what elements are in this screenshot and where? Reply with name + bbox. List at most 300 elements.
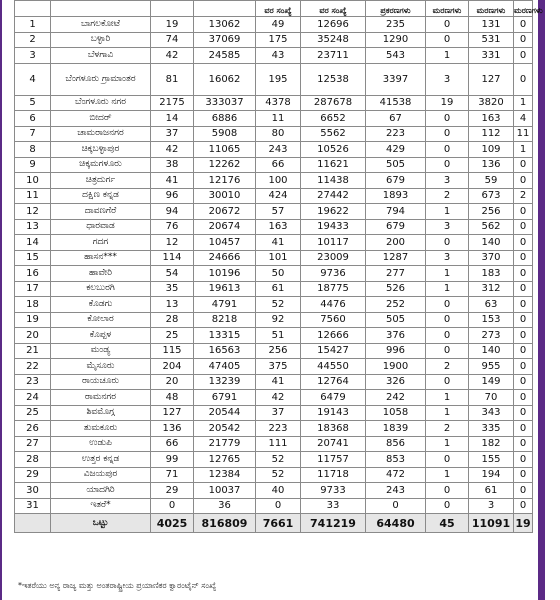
serial-number-cell: 15 bbox=[15, 250, 51, 266]
value-cell: 81 bbox=[151, 63, 194, 95]
value-cell: 243 bbox=[256, 142, 301, 158]
value-cell: 9733 bbox=[301, 483, 366, 499]
value-cell: 0 bbox=[514, 374, 533, 390]
value-cell: 41 bbox=[256, 235, 301, 251]
value-cell: 0 bbox=[514, 266, 533, 282]
value-cell: 61 bbox=[469, 483, 514, 499]
value-cell: 6791 bbox=[194, 390, 256, 406]
district-name-cell: ಚಿಕ್ಕಮಗಳೂರು bbox=[51, 157, 151, 173]
district-name-cell: ಮಂಡ್ಯ bbox=[51, 343, 151, 359]
total-value-cell: 7661 bbox=[256, 514, 301, 533]
serial-number-cell: 29 bbox=[15, 467, 51, 483]
value-cell: 9736 bbox=[301, 266, 366, 282]
value-cell: 23711 bbox=[301, 48, 366, 64]
district-name-cell: ಉಡುಪಿ bbox=[51, 436, 151, 452]
serial-number-cell: 18 bbox=[15, 297, 51, 313]
total-value-cell: 816809 bbox=[194, 514, 256, 533]
district-name-cell: ಕೊಪ್ಪಳ bbox=[51, 328, 151, 344]
value-cell: 30010 bbox=[194, 188, 256, 204]
value-cell: 996 bbox=[366, 343, 426, 359]
serial-number-cell: 11 bbox=[15, 188, 51, 204]
table-row bbox=[15, 157, 533, 173]
value-cell: 0 bbox=[514, 405, 533, 421]
value-cell: 1 bbox=[426, 390, 469, 406]
value-cell: 0 bbox=[514, 343, 533, 359]
value-cell: 15427 bbox=[301, 343, 366, 359]
value-cell: 0 bbox=[151, 498, 194, 514]
district-name-cell: ಉತ್ತರ ಕನ್ನಡ bbox=[51, 452, 151, 468]
value-cell: 11438 bbox=[301, 173, 366, 189]
value-cell: 52 bbox=[256, 297, 301, 313]
value-cell: 0 bbox=[426, 452, 469, 468]
value-cell: 47405 bbox=[194, 359, 256, 375]
value-cell: 794 bbox=[366, 204, 426, 220]
value-cell: 0 bbox=[514, 32, 533, 48]
value-cell: 0 bbox=[514, 157, 533, 173]
value-cell: 0 bbox=[426, 328, 469, 344]
district-name-cell: ಕೊಡಗು bbox=[51, 297, 151, 313]
value-cell: 0 bbox=[426, 157, 469, 173]
value-cell: 204 bbox=[151, 359, 194, 375]
district-name-cell: ಚಿಕ್ಕಬಳ್ಳಾಪುರ bbox=[51, 142, 151, 158]
value-cell: 0 bbox=[514, 250, 533, 266]
value-cell: 19143 bbox=[301, 405, 366, 421]
header-cell bbox=[194, 1, 256, 17]
table-row bbox=[15, 312, 533, 328]
value-cell: 18368 bbox=[301, 421, 366, 437]
value-cell: 19433 bbox=[301, 219, 366, 235]
serial-number-cell: 31 bbox=[15, 498, 51, 514]
value-cell: 12262 bbox=[194, 157, 256, 173]
value-cell: 25 bbox=[151, 328, 194, 344]
value-cell: 101 bbox=[256, 250, 301, 266]
value-cell: 37 bbox=[151, 126, 194, 142]
value-cell: 112 bbox=[469, 126, 514, 142]
value-cell: 20674 bbox=[194, 219, 256, 235]
value-cell: 376 bbox=[366, 328, 426, 344]
total-value-cell: 19 bbox=[514, 514, 533, 533]
serial-number-cell: 27 bbox=[15, 436, 51, 452]
table-row bbox=[15, 17, 533, 33]
value-cell: 12176 bbox=[194, 173, 256, 189]
value-cell: 52 bbox=[256, 467, 301, 483]
value-cell: 1 bbox=[426, 436, 469, 452]
value-cell: 8218 bbox=[194, 312, 256, 328]
value-cell: 4791 bbox=[194, 297, 256, 313]
value-cell: 11 bbox=[256, 111, 301, 127]
value-cell: 12764 bbox=[301, 374, 366, 390]
value-cell: 252 bbox=[366, 297, 426, 313]
value-cell: 44550 bbox=[301, 359, 366, 375]
value-cell: 0 bbox=[514, 467, 533, 483]
value-cell: 2 bbox=[514, 188, 533, 204]
value-cell: 18775 bbox=[301, 281, 366, 297]
table-row bbox=[15, 374, 533, 390]
value-cell: 37069 bbox=[194, 32, 256, 48]
value-cell: 50 bbox=[256, 266, 301, 282]
serial-number-cell: 9 bbox=[15, 157, 51, 173]
table-row bbox=[15, 48, 533, 64]
value-cell: 1 bbox=[426, 405, 469, 421]
value-cell: 71 bbox=[151, 467, 194, 483]
value-cell: 2 bbox=[426, 188, 469, 204]
value-cell: 70 bbox=[469, 390, 514, 406]
value-cell: 1290 bbox=[366, 32, 426, 48]
value-cell: 20542 bbox=[194, 421, 256, 437]
value-cell: 52 bbox=[256, 452, 301, 468]
value-cell: 0 bbox=[514, 281, 533, 297]
value-cell: 1893 bbox=[366, 188, 426, 204]
value-cell: 96 bbox=[151, 188, 194, 204]
value-cell: 0 bbox=[366, 498, 426, 514]
table-body bbox=[15, 1, 543, 533]
district-name-cell: ಇತರೆ* bbox=[51, 498, 151, 514]
serial-number-cell: 16 bbox=[15, 266, 51, 282]
value-cell: 0 bbox=[514, 235, 533, 251]
header-cell bbox=[151, 1, 194, 17]
value-cell: 0 bbox=[426, 297, 469, 313]
header-cell: ಪ್ರಕರಣಗಳು bbox=[366, 1, 426, 17]
value-cell: 0 bbox=[256, 498, 301, 514]
value-cell: 140 bbox=[469, 343, 514, 359]
value-cell: 1 bbox=[426, 48, 469, 64]
value-cell: 0 bbox=[514, 328, 533, 344]
district-name-cell: ಬಾಗಲಕೋಟೆ bbox=[51, 17, 151, 33]
value-cell: 100 bbox=[256, 173, 301, 189]
value-cell: 40 bbox=[256, 483, 301, 499]
value-cell: 0 bbox=[426, 235, 469, 251]
table-row bbox=[15, 498, 533, 514]
total-label: ಒಟ್ಟು bbox=[51, 514, 151, 533]
value-cell: 41538 bbox=[366, 95, 426, 111]
value-cell: 3 bbox=[426, 63, 469, 95]
value-cell: 42 bbox=[151, 142, 194, 158]
value-cell: 13239 bbox=[194, 374, 256, 390]
value-cell: 19613 bbox=[194, 281, 256, 297]
total-value-cell: 11091 bbox=[469, 514, 514, 533]
value-cell: 0 bbox=[514, 452, 533, 468]
value-cell: 370 bbox=[469, 250, 514, 266]
value-cell: 24585 bbox=[194, 48, 256, 64]
value-cell: 335 bbox=[469, 421, 514, 437]
value-cell: 10196 bbox=[194, 266, 256, 282]
value-cell: 223 bbox=[256, 421, 301, 437]
district-name-cell: ಹಾಸನ*** bbox=[51, 250, 151, 266]
value-cell: 3 bbox=[426, 250, 469, 266]
value-cell: 99 bbox=[151, 452, 194, 468]
value-cell: 11 bbox=[514, 126, 533, 142]
table-row bbox=[15, 467, 533, 483]
value-cell: 0 bbox=[514, 63, 533, 95]
value-cell: 92 bbox=[256, 312, 301, 328]
table-row bbox=[15, 32, 533, 48]
value-cell: 29 bbox=[151, 483, 194, 499]
serial-number-cell: 4 bbox=[15, 63, 51, 95]
value-cell: 0 bbox=[426, 17, 469, 33]
value-cell: 11065 bbox=[194, 142, 256, 158]
value-cell: 57 bbox=[256, 204, 301, 220]
value-cell: 0 bbox=[426, 483, 469, 499]
value-cell: 223 bbox=[366, 126, 426, 142]
value-cell: 4476 bbox=[301, 297, 366, 313]
table-row bbox=[15, 281, 533, 297]
value-cell: 5908 bbox=[194, 126, 256, 142]
value-cell: 0 bbox=[514, 204, 533, 220]
value-cell: 27442 bbox=[301, 188, 366, 204]
value-cell: 12384 bbox=[194, 467, 256, 483]
value-cell: 1 bbox=[426, 204, 469, 220]
value-cell: 3 bbox=[426, 219, 469, 235]
value-cell: 38 bbox=[151, 157, 194, 173]
serial-number-cell: 14 bbox=[15, 235, 51, 251]
value-cell: 140 bbox=[469, 235, 514, 251]
value-cell: 67 bbox=[366, 111, 426, 127]
header-cell bbox=[51, 1, 151, 17]
value-cell: 0 bbox=[514, 17, 533, 33]
value-cell: 2175 bbox=[151, 95, 194, 111]
value-cell: 13315 bbox=[194, 328, 256, 344]
value-cell: 114 bbox=[151, 250, 194, 266]
value-cell: 1287 bbox=[366, 250, 426, 266]
value-cell: 5562 bbox=[301, 126, 366, 142]
district-name-cell: ಬೆಂಗಳೂರು ನಗರ bbox=[51, 95, 151, 111]
value-cell: 28 bbox=[151, 312, 194, 328]
district-name-cell: ಮೈಸೂರು bbox=[51, 359, 151, 375]
value-cell: 343 bbox=[469, 405, 514, 421]
table-row bbox=[15, 297, 533, 313]
value-cell: 11718 bbox=[301, 467, 366, 483]
header-cell: ವರ ಸಂಖ್ಯೆ bbox=[301, 1, 366, 17]
value-cell: 13 bbox=[151, 297, 194, 313]
value-cell: 37 bbox=[256, 405, 301, 421]
value-cell: 155 bbox=[469, 452, 514, 468]
value-cell: 326 bbox=[366, 374, 426, 390]
district-covid-table bbox=[14, 0, 543, 533]
value-cell: 51 bbox=[256, 328, 301, 344]
table-row bbox=[15, 188, 533, 204]
serial-number-cell: 24 bbox=[15, 390, 51, 406]
header-row bbox=[15, 1, 533, 17]
table-row bbox=[15, 483, 533, 499]
value-cell: 0 bbox=[514, 498, 533, 514]
value-cell: 43 bbox=[256, 48, 301, 64]
table-row bbox=[15, 328, 533, 344]
value-cell: 200 bbox=[366, 235, 426, 251]
value-cell: 14 bbox=[151, 111, 194, 127]
value-cell: 136 bbox=[151, 421, 194, 437]
value-cell: 59 bbox=[469, 173, 514, 189]
serial-number-cell: 6 bbox=[15, 111, 51, 127]
value-cell: 41 bbox=[151, 173, 194, 189]
value-cell: 42 bbox=[151, 48, 194, 64]
value-cell: 127 bbox=[469, 63, 514, 95]
district-name-cell: ಬೀದರ್ bbox=[51, 111, 151, 127]
value-cell: 6886 bbox=[194, 111, 256, 127]
value-cell: 66 bbox=[151, 436, 194, 452]
table-row bbox=[15, 219, 533, 235]
value-cell: 0 bbox=[514, 390, 533, 406]
district-name-cell: ಹಾವೇರಿ bbox=[51, 266, 151, 282]
header-cell: ಮರಣಗಳು bbox=[426, 1, 469, 17]
value-cell: 856 bbox=[366, 436, 426, 452]
district-name-cell: ದಾವಣಗೆರೆ bbox=[51, 204, 151, 220]
table-row bbox=[15, 111, 533, 127]
value-cell: 1 bbox=[426, 467, 469, 483]
value-cell: 1 bbox=[426, 266, 469, 282]
header-cell: ವರ ಸಂಖ್ಯೆ bbox=[256, 1, 301, 17]
value-cell: 12765 bbox=[194, 452, 256, 468]
value-cell: 256 bbox=[469, 204, 514, 220]
value-cell: 13062 bbox=[194, 17, 256, 33]
table-row bbox=[15, 173, 533, 189]
value-cell: 1 bbox=[514, 95, 533, 111]
table-row bbox=[15, 204, 533, 220]
value-cell: 153 bbox=[469, 312, 514, 328]
table-row bbox=[15, 421, 533, 437]
value-cell: 0 bbox=[514, 359, 533, 375]
value-cell: 131 bbox=[469, 17, 514, 33]
value-cell: 242 bbox=[366, 390, 426, 406]
serial-number-cell: 25 bbox=[15, 405, 51, 421]
value-cell: 10037 bbox=[194, 483, 256, 499]
value-cell: 0 bbox=[514, 436, 533, 452]
table-row bbox=[15, 142, 533, 158]
header-cell bbox=[15, 1, 51, 17]
district-name-cell: ಧಾರವಾಡ bbox=[51, 219, 151, 235]
value-cell: 0 bbox=[426, 142, 469, 158]
value-cell: 19622 bbox=[301, 204, 366, 220]
value-cell: 1839 bbox=[366, 421, 426, 437]
value-cell: 163 bbox=[469, 111, 514, 127]
value-cell: 0 bbox=[514, 312, 533, 328]
table-row bbox=[15, 95, 533, 111]
district-name-cell: ಚಾಮರಾಜನಗರ bbox=[51, 126, 151, 142]
serial-number-cell: 7 bbox=[15, 126, 51, 142]
value-cell: 0 bbox=[514, 421, 533, 437]
value-cell: 243 bbox=[366, 483, 426, 499]
value-cell: 33 bbox=[301, 498, 366, 514]
serial-number-cell: 8 bbox=[15, 142, 51, 158]
table-row bbox=[15, 250, 533, 266]
value-cell: 0 bbox=[514, 297, 533, 313]
district-name-cell: ವಿಜಯಪುರ bbox=[51, 467, 151, 483]
serial-number-cell: 1 bbox=[15, 17, 51, 33]
value-cell: 2 bbox=[426, 421, 469, 437]
value-cell: 183 bbox=[469, 266, 514, 282]
value-cell: 505 bbox=[366, 157, 426, 173]
value-cell: 2 bbox=[426, 359, 469, 375]
table-row bbox=[15, 390, 533, 406]
value-cell: 312 bbox=[469, 281, 514, 297]
value-cell: 273 bbox=[469, 328, 514, 344]
serial-number-cell: 17 bbox=[15, 281, 51, 297]
value-cell: 54 bbox=[151, 266, 194, 282]
value-cell: 49 bbox=[256, 17, 301, 33]
serial-number-cell: 20 bbox=[15, 328, 51, 344]
total-value-cell: 64480 bbox=[366, 514, 426, 533]
value-cell: 109 bbox=[469, 142, 514, 158]
header-cell: ಮರಣಗಳು bbox=[514, 1, 533, 17]
value-cell: 955 bbox=[469, 359, 514, 375]
value-cell: 0 bbox=[426, 32, 469, 48]
value-cell: 10117 bbox=[301, 235, 366, 251]
value-cell: 562 bbox=[469, 219, 514, 235]
district-name-cell: ಶಿವಮೊಗ್ಗ bbox=[51, 405, 151, 421]
table-row bbox=[15, 405, 533, 421]
value-cell: 6652 bbox=[301, 111, 366, 127]
serial-number-cell: 22 bbox=[15, 359, 51, 375]
value-cell: 41 bbox=[256, 374, 301, 390]
value-cell: 23009 bbox=[301, 250, 366, 266]
value-cell: 111 bbox=[256, 436, 301, 452]
value-cell: 21779 bbox=[194, 436, 256, 452]
table-row bbox=[15, 235, 533, 251]
value-cell: 12 bbox=[151, 235, 194, 251]
value-cell: 48 bbox=[151, 390, 194, 406]
value-cell: 195 bbox=[256, 63, 301, 95]
header-cell: ಮರಣಗಳು bbox=[469, 1, 514, 17]
value-cell: 853 bbox=[366, 452, 426, 468]
value-cell: 287678 bbox=[301, 95, 366, 111]
value-cell: 12538 bbox=[301, 63, 366, 95]
serial-number-cell: 10 bbox=[15, 173, 51, 189]
value-cell: 0 bbox=[514, 173, 533, 189]
value-cell: 163 bbox=[256, 219, 301, 235]
value-cell: 673 bbox=[469, 188, 514, 204]
value-cell: 424 bbox=[256, 188, 301, 204]
value-cell: 35 bbox=[151, 281, 194, 297]
value-cell: 61 bbox=[256, 281, 301, 297]
value-cell: 526 bbox=[366, 281, 426, 297]
value-cell: 115 bbox=[151, 343, 194, 359]
value-cell: 66 bbox=[256, 157, 301, 173]
district-name-cell: ರಾಮನಗರ bbox=[51, 390, 151, 406]
value-cell: 0 bbox=[514, 219, 533, 235]
value-cell: 11621 bbox=[301, 157, 366, 173]
value-cell: 36 bbox=[194, 498, 256, 514]
district-name-cell: ತುಮಕೂರು bbox=[51, 421, 151, 437]
value-cell: 42 bbox=[256, 390, 301, 406]
serial-number-cell: 12 bbox=[15, 204, 51, 220]
district-name-cell: ಕಲಬುರಗಿ bbox=[51, 281, 151, 297]
serial-number-cell: 21 bbox=[15, 343, 51, 359]
serial-number-cell: 23 bbox=[15, 374, 51, 390]
value-cell: 19 bbox=[426, 95, 469, 111]
district-name-cell: ದಕ್ಷಿಣ ಕನ್ನಡ bbox=[51, 188, 151, 204]
table-row bbox=[15, 63, 533, 95]
value-cell: 6479 bbox=[301, 390, 366, 406]
value-cell: 7560 bbox=[301, 312, 366, 328]
table-row bbox=[15, 266, 533, 282]
district-name-cell: ಬೆಂಗಳೂರು ಗ್ರಾಮಾಂತರ bbox=[51, 63, 151, 95]
value-cell: 531 bbox=[469, 32, 514, 48]
value-cell: 76 bbox=[151, 219, 194, 235]
value-cell: 74 bbox=[151, 32, 194, 48]
serial-number-cell: 3 bbox=[15, 48, 51, 64]
total-value-cell: 45 bbox=[426, 514, 469, 533]
value-cell: 472 bbox=[366, 467, 426, 483]
value-cell: 0 bbox=[426, 111, 469, 127]
value-cell: 277 bbox=[366, 266, 426, 282]
district-name-cell: ಕೋಲಾರ bbox=[51, 312, 151, 328]
value-cell: 182 bbox=[469, 436, 514, 452]
value-cell: 16563 bbox=[194, 343, 256, 359]
table-row bbox=[15, 359, 533, 375]
value-cell: 0 bbox=[426, 343, 469, 359]
value-cell: 1 bbox=[514, 142, 533, 158]
value-cell: 0 bbox=[426, 126, 469, 142]
value-cell: 4 bbox=[514, 111, 533, 127]
